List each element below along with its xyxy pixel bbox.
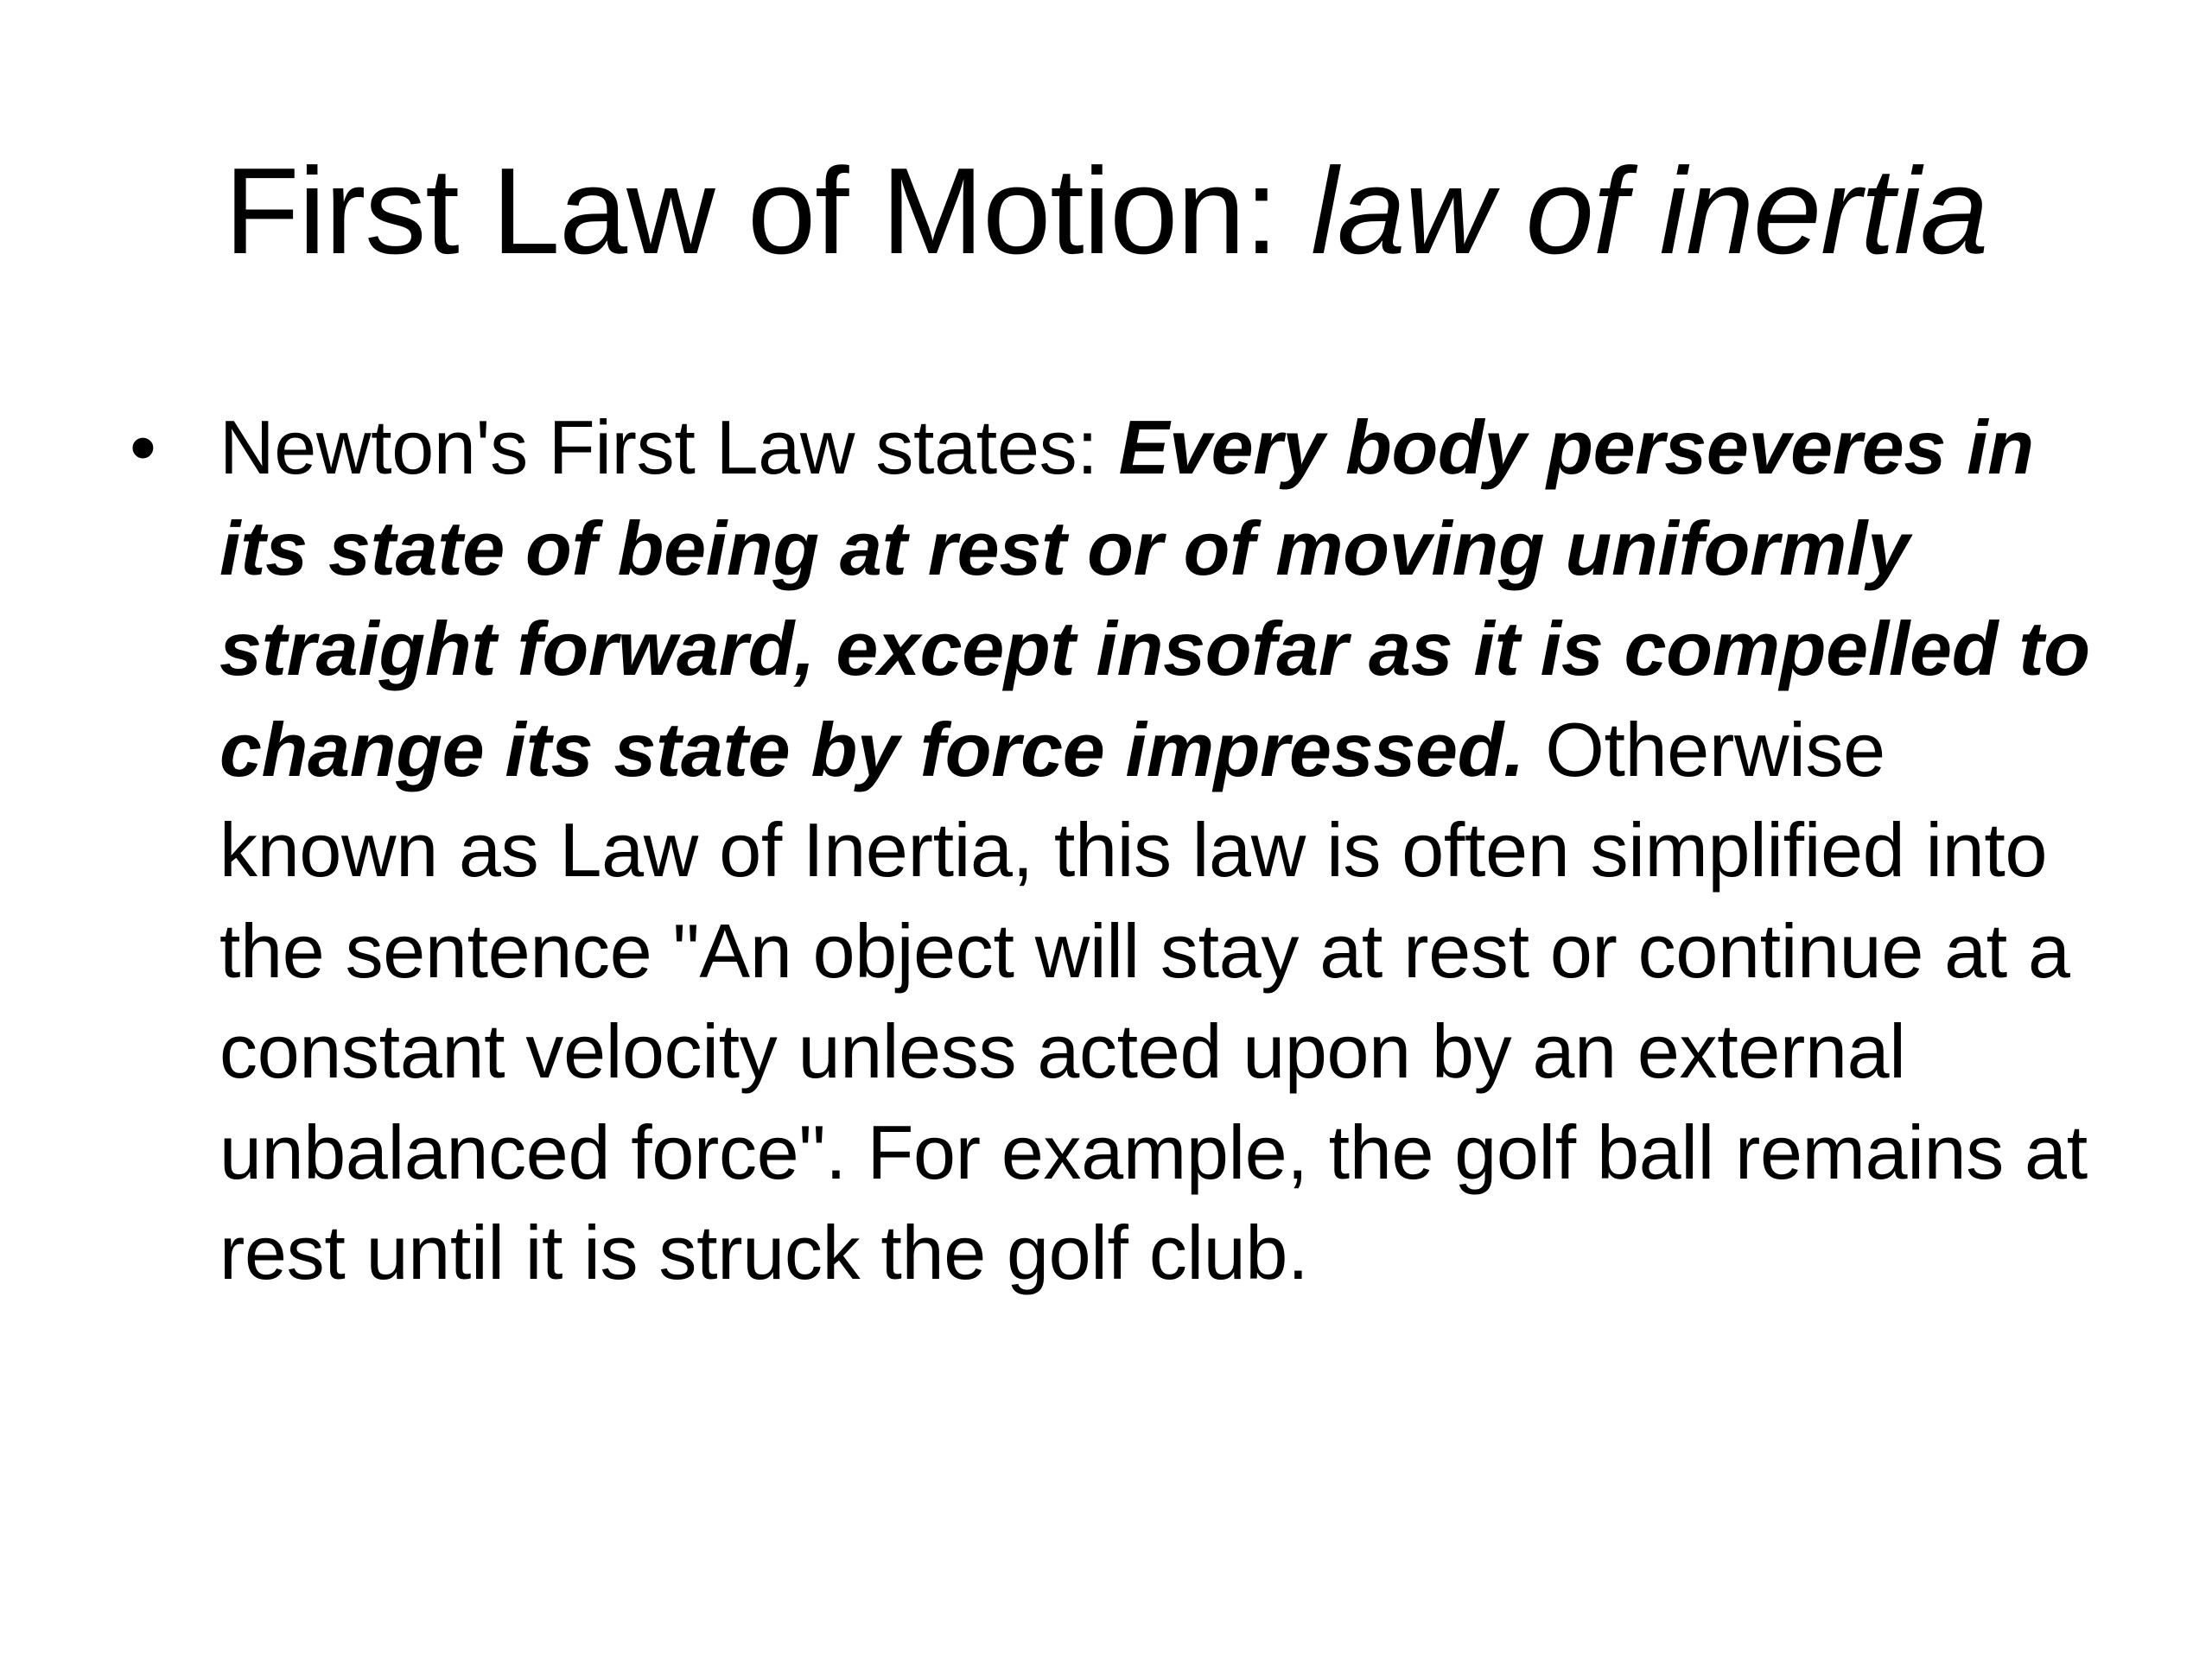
bullet-paragraph bbox=[219, 397, 2108, 1304]
title-regular: First Law of Motion: bbox=[224, 143, 1312, 280]
bullet-quote: Every body perseveres in its state of being at rest or of moving uniformly straight forward, except insofar as it is compelled to change its state by force impressed. bbox=[219, 404, 2090, 792]
slide-title bbox=[0, 138, 2212, 285]
bullet-marker: • bbox=[130, 404, 156, 490]
bullet-rest: Otherwise known as Law of Inertia, this law is often simplified into the sentence "An object will stay at rest or continue at a constant velocity unless acted upon by an external unbalanced force". For example, the golf ball remains at rest until it is struck the golf club. bbox=[219, 706, 2088, 1295]
title-italic: law of inertia bbox=[1311, 143, 1988, 280]
bullet-intro: Newton's First Law states: bbox=[219, 404, 1119, 490]
bullet-list bbox=[130, 397, 2108, 1434]
